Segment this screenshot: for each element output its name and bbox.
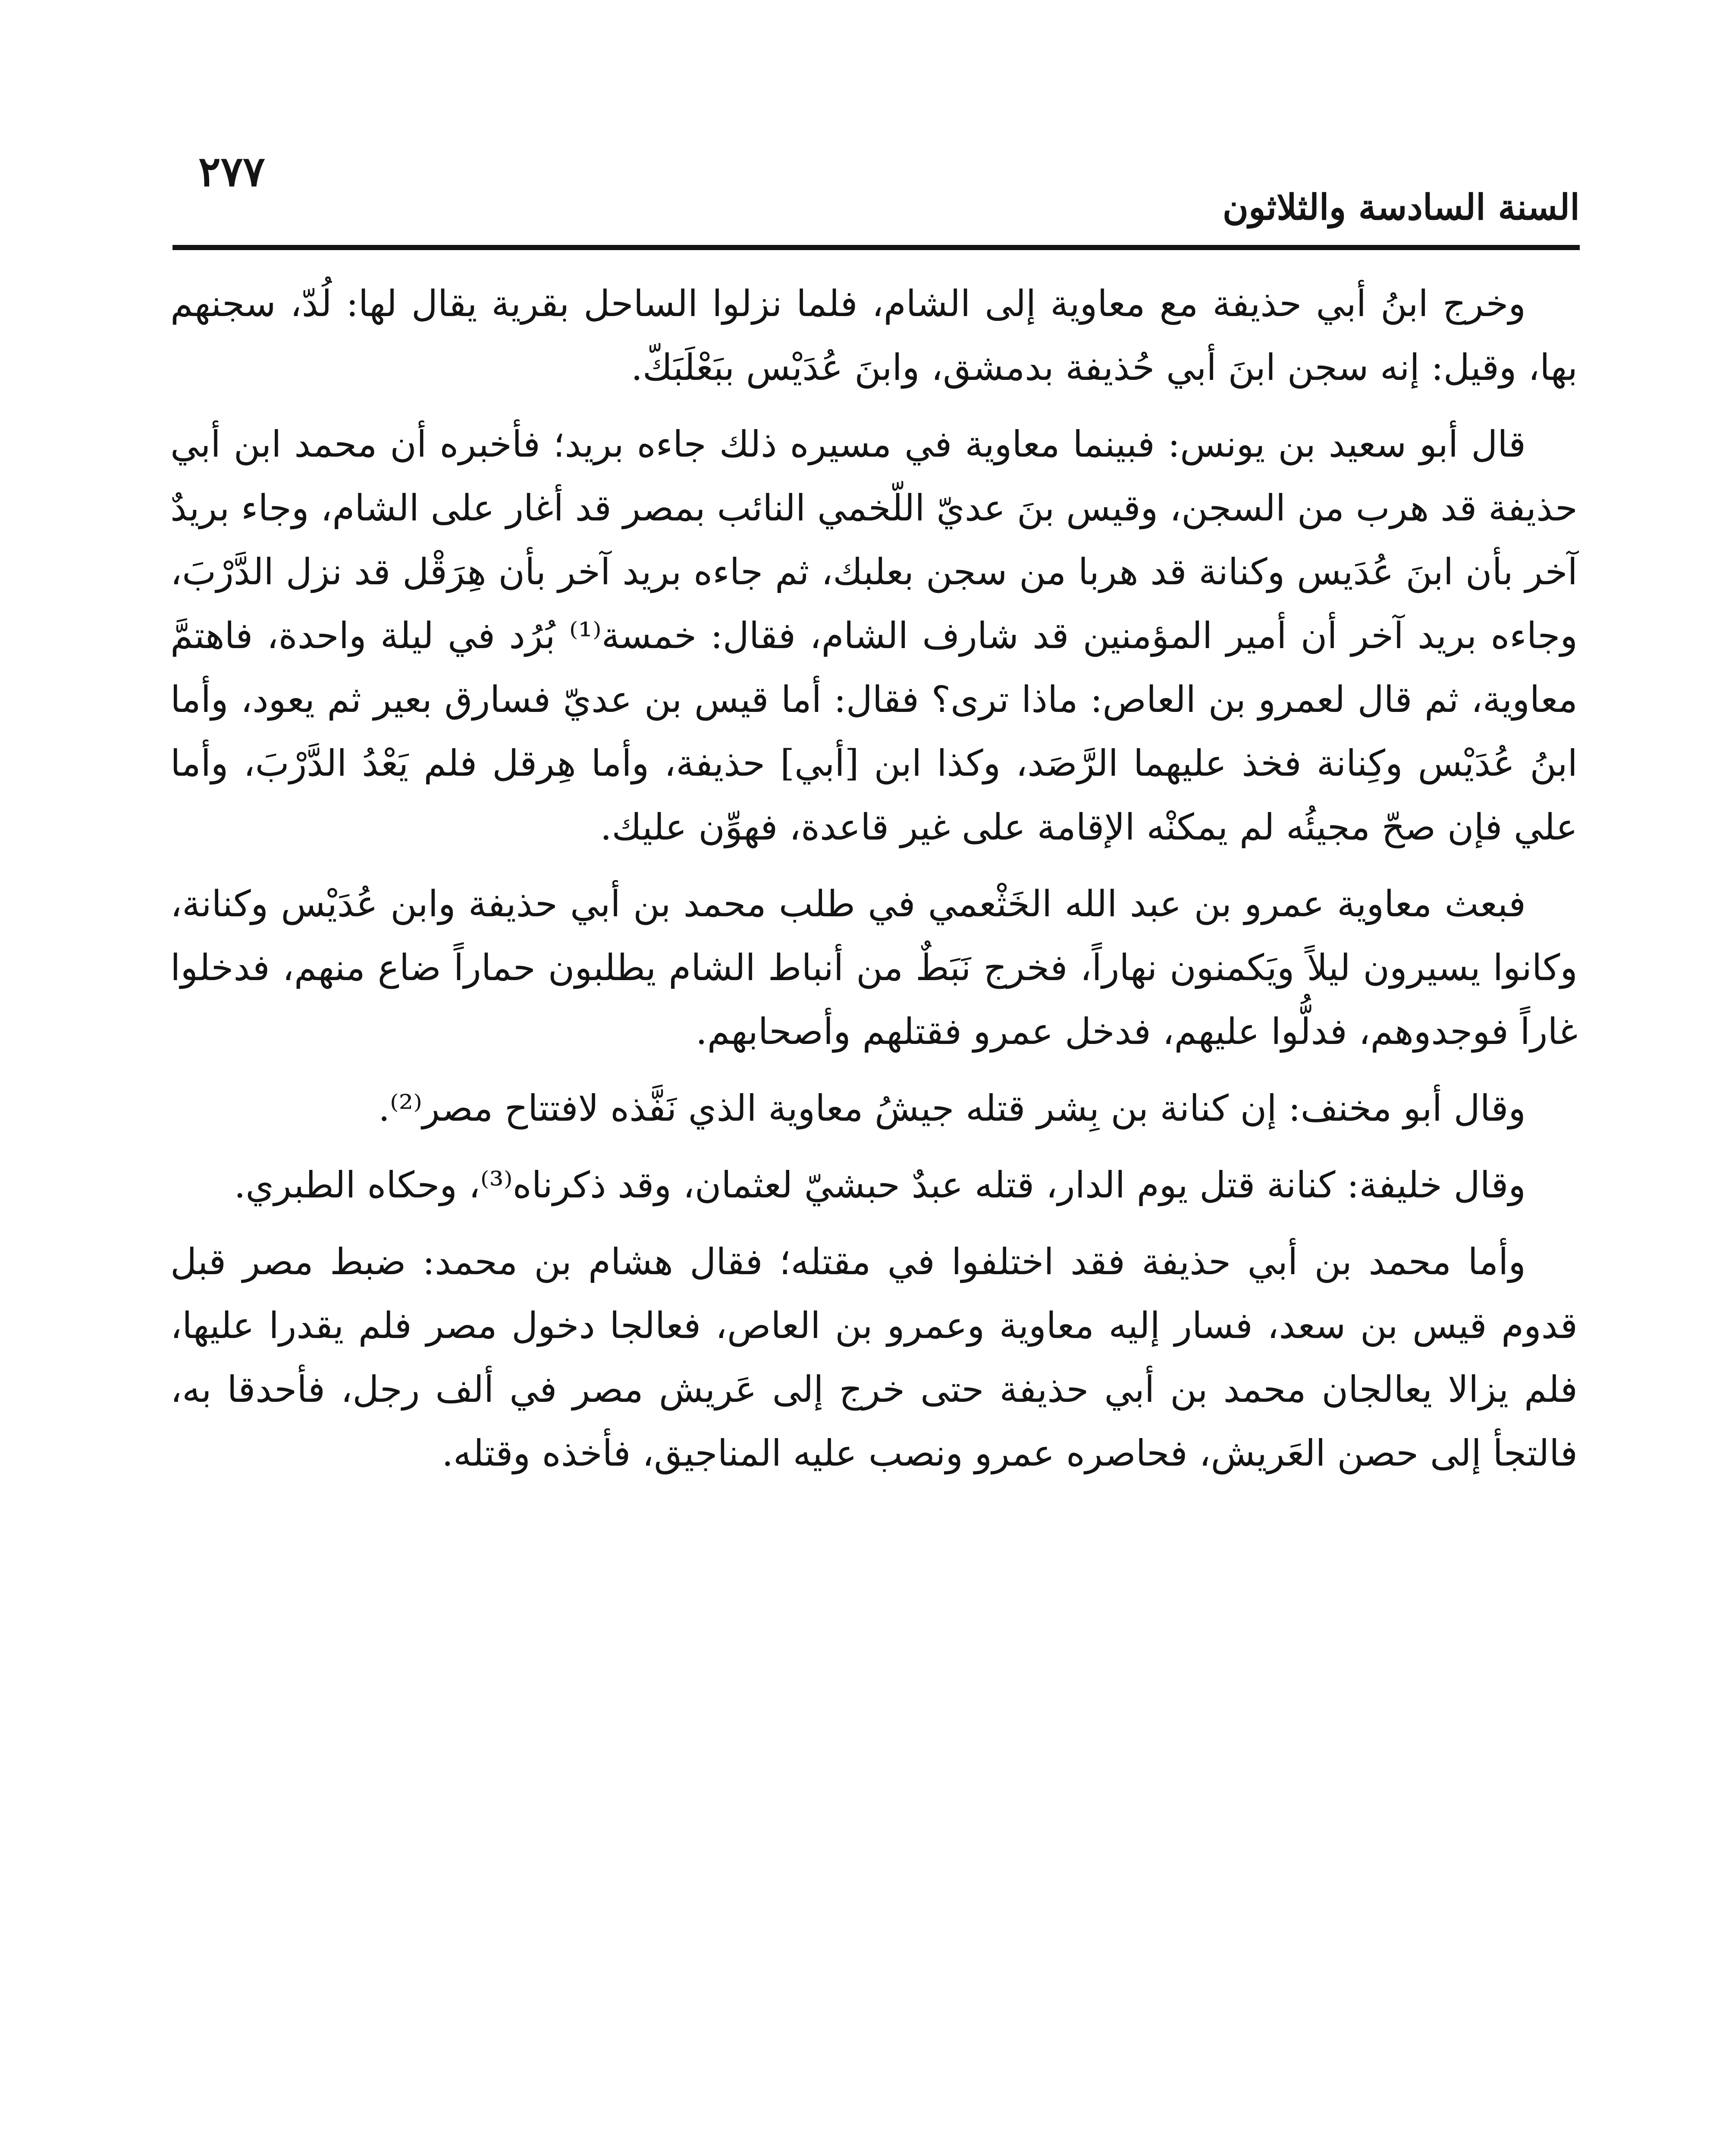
main-text	[170, 272, 1578, 1498]
page-header	[173, 142, 1580, 246]
running-title: السنة السادسة والثلاثون	[1222, 187, 1580, 228]
page-number: ٢٧٧	[198, 147, 265, 196]
header-rule	[173, 245, 1580, 250]
paragraph: وخرج ابنُ أبي حذيفة مع معاوية إلى الشام، فلما نزلوا الساحل بقرية يقال لها: لُدّ، سجنهم بها، وقيل: إنه سجن ابنَ أبي حُذيفة بدمشق، وابنَ عُدَيْس ببَعْلَبَكّ.	[170, 282, 1578, 389]
paragraph: وأما محمد بن أبي حذيفة فقد اختلفوا في مقتله؛ فقال هشام بن محمد: ضبط مصر قبل قدوم قيس بن سعد، فسار إليه معاوية وعمرو بن العاص، فعالجا دخول مصر فلم يقدرا عليها، فلم يزالا يعالجان محمد بن أبي حذيفة حتى خرج إلى عَريش مصر في ألف رجل، فأحدقا به، فالتجأ إلى حصن العَريش، فحاصره عمرو ونصب عليه المناجيق، فأخذه وقتله.	[170, 1241, 1578, 1474]
paragraph: قال أبو سعيد بن يونس: فبينما معاوية في مسيره ذلك جاءه بريد؛ فأخبره أن محمد ابن أبي حذيفة قد هرب من السجن، وقيس بنَ عديّ اللّخمي النائب بمصر قد أغار على الشام، وجاء بريدٌ آخر بأن ابنَ عُدَيس وكنانة قد هربا من سجن بعلبك، ثم جاءه بريد آخر بأن هِرَقْل قد نزل الدَّرْبَ، وجاءه بريد آخر أن أمير المؤمنين قد شارف الشام، فقال: خمسة⁽¹⁾ بُرُد في ليلة واحدة، فاهتمَّ معاوية، ثم قال لعمرو بن العاص: ماذا ترى؟ فقال: أما قيس بن عديّ فسارق بعير ثم يعود، وأما ابنُ عُدَيْس وكِنانة فخذ عليهما الرَّصَد، وكذا ابن [أبي] حذيفة، وأما هِرقل فلم يَعْدُ الدَّرْبَ، وأما علي فإن صحّ مجيئُه لم يمكنْه الإقامة على غير قاعدة، فهوِّن عليك.	[170, 423, 1578, 848]
paragraph: وقال أبو مخنف: إن كنانة بن بِشر قتله جيشُ معاوية الذي نَفَّذه لافتتاح مصر⁽²⁾.	[378, 1087, 1526, 1129]
paragraph: فبعث معاوية عمرو بن عبد الله الخَثْعمي في طلب محمد بن أبي حذيفة وابن عُدَيْس وكنانة، وكانوا يسيرون ليلاً ويَكمنون نهاراً، فخرج نَبَطٌ من أنباط الشام يطلبون حماراً ضاع منهم، فدخلوا غاراً فوجدوهم، فدلُّوا عليهم، فدخل عمرو فقتلهم وأصحابهم.	[170, 883, 1578, 1053]
paragraph: وقال خليفة: كنانة قتل يوم الدار، قتله عبدٌ حبشيّ لعثمان، وقد ذكرناه⁽³⁾، وحكاه الطبري.	[234, 1164, 1526, 1206]
